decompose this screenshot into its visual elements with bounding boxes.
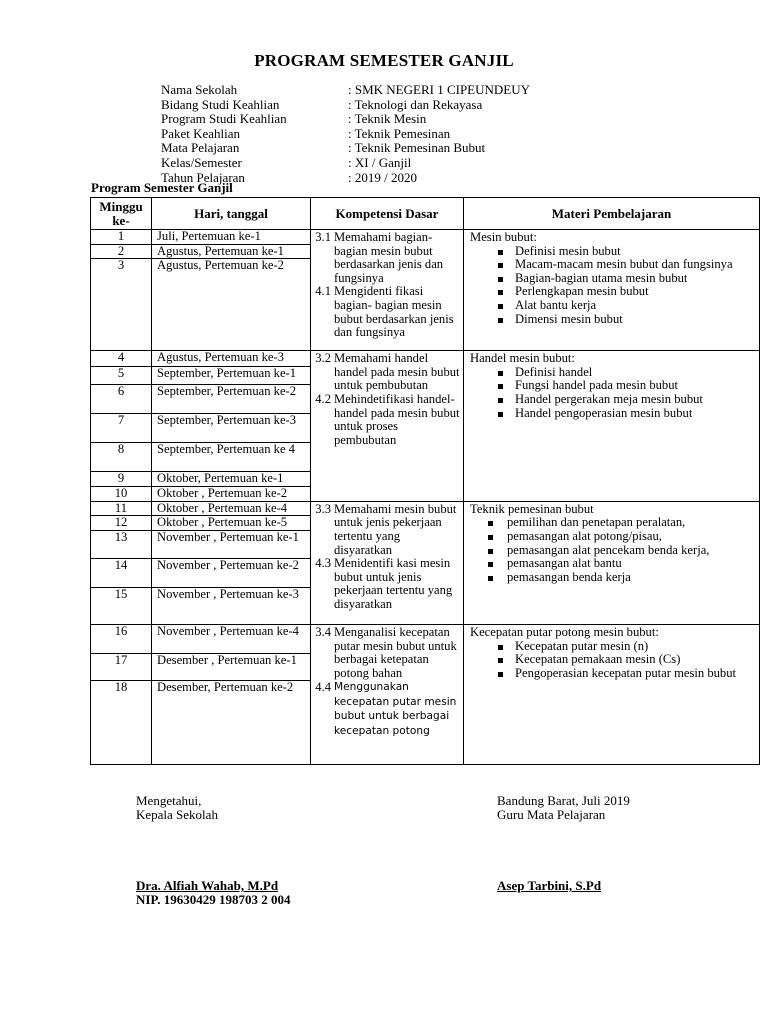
school-info xyxy=(161,83,530,185)
material-cell xyxy=(464,624,760,764)
competency-text: Menidentifi kasi mesin bubut untuk jenis pekerjaan tertentu yang disyaratkan xyxy=(334,556,453,611)
principal-nip: NIP. 19630429 198703 2 004 xyxy=(136,892,291,907)
competency-cell xyxy=(311,501,464,624)
meeting-date: September, Pertemuan ke-2 xyxy=(152,385,311,414)
sign-right-line2: Guru Mata Pelajaran xyxy=(497,807,606,822)
info-value: : Teknik Pemesinan Bubut xyxy=(348,140,486,156)
material-item: Bagian-bagian utama mesin bubut xyxy=(494,272,755,286)
material-title: Teknik pemesinan bubut xyxy=(470,501,594,516)
info-value: : XI / Ganjil xyxy=(348,154,412,170)
material-item: pemasangan alat bantu xyxy=(484,557,755,571)
week-number: 5 xyxy=(91,367,152,385)
table-row xyxy=(91,230,760,245)
meeting-date: Desember , Pertemuan ke-1 xyxy=(152,653,311,680)
week-number: 15 xyxy=(91,587,152,624)
material-item: pemilihan dan penetapan peralatan, xyxy=(484,516,755,530)
material-list xyxy=(470,640,755,681)
meeting-date: Oktober, Pertemuan ke-1 xyxy=(152,472,311,487)
material-item: Dimensi mesin bubut xyxy=(494,313,755,327)
info-label: Program Studi Keahlian xyxy=(161,111,287,127)
meeting-date: Oktober , Pertemuan ke-5 xyxy=(152,516,311,531)
competency-text: Memahami bagian-bagian mesin bubut berdasarkan jenis dan fungsinya xyxy=(334,230,444,285)
week-number: 18 xyxy=(91,680,152,764)
info-row xyxy=(161,112,530,127)
meeting-date: September, Pertemuan ke 4 xyxy=(152,443,311,472)
info-label: Tahun Pelajaran xyxy=(161,169,245,185)
meeting-date: Desember, Pertemuan ke-2 xyxy=(152,680,311,764)
table-row xyxy=(91,624,760,653)
meeting-date: September, Pertemuan ke-3 xyxy=(152,414,311,443)
material-item: pemasangan benda kerja xyxy=(484,571,755,585)
week-number: 10 xyxy=(91,486,152,501)
week-number: 3 xyxy=(91,259,152,351)
material-list xyxy=(470,516,755,584)
header-hari: Hari, tanggal xyxy=(152,198,311,230)
header-kompetensi: Kompetensi Dasar xyxy=(311,198,464,230)
info-value: : Teknologi dan Rekayasa xyxy=(348,96,483,112)
material-item: Fungsi handel pada mesin bubut xyxy=(494,379,755,393)
signature-left xyxy=(136,794,218,822)
competency-text: Menganalisi kecepatan putar mesin bubut untuk berbagai ketepatan potong bahan xyxy=(334,624,457,680)
competency-text: Memahami mesin bubut untuk jenis pekerjaan tertentu yang disyaratkan xyxy=(334,501,457,557)
meeting-date: November , Pertemuan ke-1 xyxy=(152,530,311,558)
material-item: pemasangan alat potong/pisau, xyxy=(484,530,755,544)
week-number: 13 xyxy=(91,530,152,558)
week-number: 12 xyxy=(91,516,152,531)
material-item: Alat bantu kerja xyxy=(494,299,755,313)
competency-number: 3.2 xyxy=(315,351,331,366)
info-value: : 2019 / 2020 xyxy=(348,169,417,185)
competency-text: Mengidenti fikasi bagian- bagian mesin bubut berdasarkan jenis dan fungsinya xyxy=(334,284,454,340)
meeting-date: Agustus, Pertemuan ke-3 xyxy=(152,351,311,367)
competency-number: 4.1 xyxy=(315,284,331,299)
header-materi: Materi Pembelajaran xyxy=(464,198,760,230)
competency-cell xyxy=(311,624,464,764)
week-number: 2 xyxy=(91,244,152,259)
material-title: Handel mesin bubut: xyxy=(470,351,575,366)
material-item: Pengoperasian kecepatan putar mesin bubut xyxy=(494,667,755,681)
meeting-date: Agustus, Pertemuan ke-1 xyxy=(152,244,311,259)
info-row xyxy=(161,98,530,113)
meeting-date: September, Pertemuan ke-1 xyxy=(152,367,311,385)
sign-left-line2: Kepala Sekolah xyxy=(136,807,218,822)
sign-left-line1: Mengetahui, xyxy=(136,793,202,808)
competency-number: 3.4 xyxy=(315,624,331,639)
week-number: 17 xyxy=(91,653,152,680)
page-title: PROGRAM SEMESTER GANJIL xyxy=(254,51,514,70)
material-item: Macam-macam mesin bubut dan fungsinya xyxy=(494,258,755,272)
material-item: Handel pengoperasian mesin bubut xyxy=(494,407,755,421)
section-title: Program Semester Ganjil xyxy=(91,180,233,195)
info-row xyxy=(161,127,530,142)
material-item: Kecepatan pemakaan mesin (Cs) xyxy=(494,653,755,667)
meeting-date: Agustus, Pertemuan ke-2 xyxy=(152,259,311,351)
competency-item xyxy=(313,393,461,447)
competency-item xyxy=(313,352,461,393)
week-number: 16 xyxy=(91,624,152,653)
competency-text: Menggunakan kecepatan putar mesin bubut untuk berbagai kecepatan potong xyxy=(334,681,457,737)
meeting-date: Oktober , Pertemuan ke-2 xyxy=(152,486,311,501)
week-number: 14 xyxy=(91,558,152,587)
info-value: : SMK NEGERI 1 CIPEUNDEUY xyxy=(348,82,530,97)
material-item: Perlengkapan mesin bubut xyxy=(494,285,755,299)
material-item: Definisi mesin bubut xyxy=(494,245,755,259)
competency-text: Memahami handel handel pada mesin bubut untuk pembubutan xyxy=(334,351,460,393)
info-label: Bidang Studi Keahlian xyxy=(161,96,280,112)
material-cell xyxy=(464,230,760,351)
material-item: Handel pergerakan meja mesin bubut xyxy=(494,393,755,407)
competency-cell xyxy=(311,351,464,502)
competency-number: 4.3 xyxy=(315,556,331,571)
competency-number: 3.3 xyxy=(315,501,331,516)
material-cell xyxy=(464,501,760,624)
meeting-date: November , Pertemuan ke-4 xyxy=(152,624,311,653)
info-label: Mata Pelajaran xyxy=(161,140,240,156)
material-title: Mesin bubut: xyxy=(470,230,537,244)
info-label: Nama Sekolah xyxy=(161,82,238,97)
material-item: Definisi handel xyxy=(494,366,755,380)
principal-name: Dra. Alfiah Wahab, M.Pd xyxy=(136,878,279,893)
material-item: Kecepatan putar mesin (n) xyxy=(494,640,755,654)
info-value: : Teknik Pemesinan xyxy=(348,125,451,141)
info-label: Kelas/Semester xyxy=(161,154,242,170)
table-row xyxy=(91,351,760,367)
material-item: pemasangan alat pencekam benda kerja, xyxy=(484,544,755,558)
header-minggu: Minggu ke- xyxy=(91,198,152,230)
week-number: 9 xyxy=(91,472,152,487)
sign-right-line1: Bandung Barat, Juli 2019 xyxy=(497,793,630,808)
material-list xyxy=(470,245,755,327)
competency-item xyxy=(313,680,461,738)
semester-program-table xyxy=(90,197,760,765)
signature-left-name-block xyxy=(136,879,290,907)
competency-item xyxy=(313,557,461,611)
week-number: 8 xyxy=(91,443,152,472)
table-row xyxy=(91,501,760,516)
competency-number: 3.1 xyxy=(315,230,331,244)
week-number: 11 xyxy=(91,501,152,516)
meeting-date: Oktober , Pertemuan ke-4 xyxy=(152,501,311,516)
signature-right xyxy=(497,794,630,822)
competency-number: 4.4 xyxy=(315,680,331,695)
material-title: Kecepatan putar potong mesin bubut: xyxy=(470,624,659,639)
meeting-date: November , Pertemuan ke-3 xyxy=(152,587,311,624)
competency-cell xyxy=(311,230,464,351)
week-number: 6 xyxy=(91,385,152,414)
week-number: 7 xyxy=(91,414,152,443)
competency-item xyxy=(313,231,461,285)
info-row xyxy=(161,156,530,171)
material-list xyxy=(470,366,755,420)
info-row xyxy=(161,83,530,98)
material-cell xyxy=(464,351,760,502)
competency-text: Mehindetifikasi handel-handel pada mesin bubut untuk proses pembubutan xyxy=(334,391,460,447)
signature-right-name-block xyxy=(497,879,601,893)
competency-number: 4.2 xyxy=(315,391,331,406)
teacher-name: Asep Tarbini, S.Pd xyxy=(497,878,602,893)
competency-item xyxy=(313,626,461,680)
table-header-row xyxy=(91,198,760,230)
info-row xyxy=(161,141,530,156)
meeting-date: November , Pertemuan ke-2 xyxy=(152,558,311,587)
meeting-date: Juli, Pertemuan ke-1 xyxy=(152,230,311,245)
competency-item xyxy=(313,285,461,339)
competency-item xyxy=(313,503,461,557)
info-value: : Teknik Mesin xyxy=(348,111,427,127)
week-number: 1 xyxy=(91,230,152,245)
info-label: Paket Keahlian xyxy=(161,125,241,141)
week-number: 4 xyxy=(91,351,152,367)
